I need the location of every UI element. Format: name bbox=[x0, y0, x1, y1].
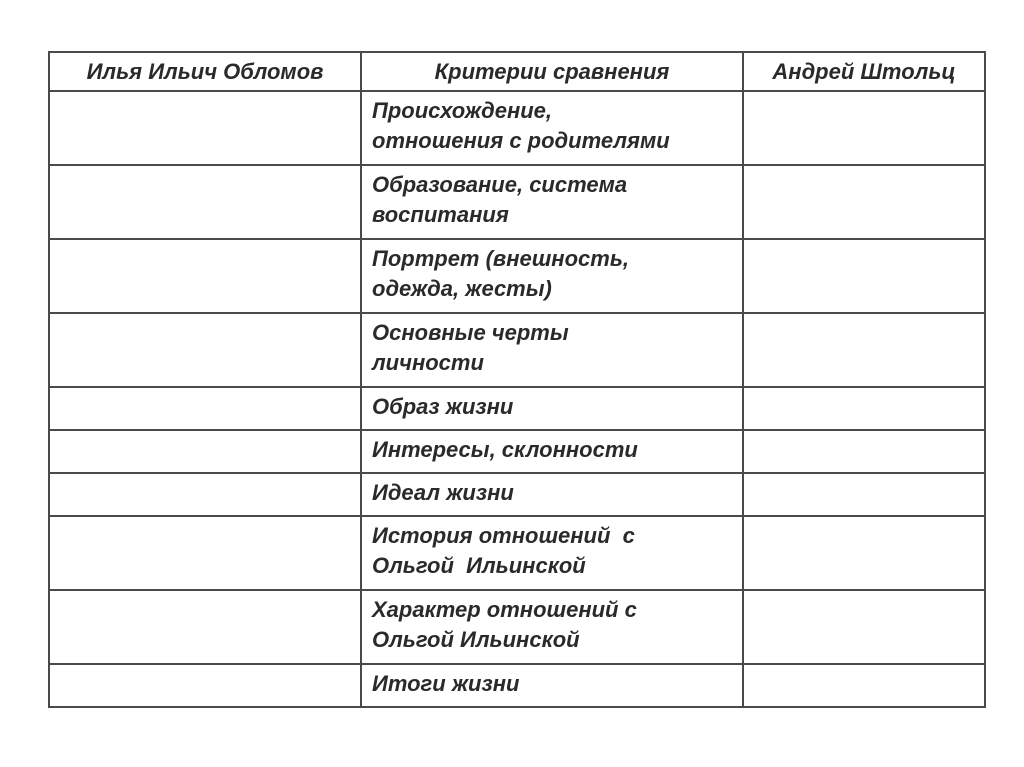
table-row bbox=[49, 473, 985, 516]
header-stolz: Андрей Штольц bbox=[743, 52, 985, 91]
oblomov-cell[interactable] bbox=[49, 91, 361, 165]
table-row bbox=[49, 590, 985, 664]
oblomov-cell[interactable] bbox=[49, 239, 361, 313]
criterion-line: одежда, жесты) bbox=[372, 276, 552, 301]
oblomov-cell[interactable] bbox=[49, 664, 361, 707]
criterion-cell bbox=[361, 313, 743, 387]
criterion-cell bbox=[361, 165, 743, 239]
criterion-cell bbox=[361, 664, 743, 707]
criterion-cell bbox=[361, 473, 743, 516]
oblomov-cell[interactable] bbox=[49, 387, 361, 430]
table-row bbox=[49, 430, 985, 473]
table-row bbox=[49, 239, 985, 313]
criterion-line: Ольгой Ильинской bbox=[372, 553, 586, 578]
criterion-cell bbox=[361, 590, 743, 664]
criterion-cell bbox=[361, 430, 743, 473]
header-row bbox=[49, 52, 985, 91]
criterion-line: Интересы, склонности bbox=[372, 437, 638, 462]
criterion-line: Происхождение, bbox=[372, 98, 553, 123]
criterion-line: Ольгой Ильинской bbox=[372, 627, 580, 652]
table-row bbox=[49, 91, 985, 165]
header-oblomov: Илья Ильич Обломов bbox=[49, 52, 361, 91]
stolz-cell[interactable] bbox=[743, 313, 985, 387]
criterion-line: отношения с родителями bbox=[372, 128, 670, 153]
criterion-line: личности bbox=[372, 350, 484, 375]
oblomov-cell[interactable] bbox=[49, 590, 361, 664]
criterion-cell bbox=[361, 387, 743, 430]
header-criteria: Критерии сравнения bbox=[361, 52, 743, 91]
oblomov-cell[interactable] bbox=[49, 165, 361, 239]
criterion-line: История отношений с bbox=[372, 523, 635, 548]
criterion-line: Образование, система bbox=[372, 172, 628, 197]
stolz-cell[interactable] bbox=[743, 387, 985, 430]
criterion-line: Итоги жизни bbox=[372, 671, 520, 696]
stolz-cell[interactable] bbox=[743, 590, 985, 664]
table-row bbox=[49, 313, 985, 387]
table-row bbox=[49, 516, 985, 590]
criterion-line: Идеал жизни bbox=[372, 480, 514, 505]
stolz-cell[interactable] bbox=[743, 239, 985, 313]
stolz-cell[interactable] bbox=[743, 91, 985, 165]
oblomov-cell[interactable] bbox=[49, 313, 361, 387]
criterion-line: Характер отношений с bbox=[372, 597, 637, 622]
stolz-cell[interactable] bbox=[743, 165, 985, 239]
stolz-cell[interactable] bbox=[743, 430, 985, 473]
criterion-line: Портрет (внешность, bbox=[372, 246, 630, 271]
table-row bbox=[49, 165, 985, 239]
criterion-line: воспитания bbox=[372, 202, 509, 227]
criterion-cell bbox=[361, 239, 743, 313]
table-row bbox=[49, 387, 985, 430]
criterion-cell bbox=[361, 91, 743, 165]
criterion-line: Образ жизни bbox=[372, 394, 514, 419]
stolz-cell[interactable] bbox=[743, 516, 985, 590]
comparison-table bbox=[48, 51, 986, 708]
table-row bbox=[49, 664, 985, 707]
criterion-cell bbox=[361, 516, 743, 590]
oblomov-cell[interactable] bbox=[49, 430, 361, 473]
stolz-cell[interactable] bbox=[743, 473, 985, 516]
criterion-line: Основные черты bbox=[372, 320, 569, 345]
oblomov-cell[interactable] bbox=[49, 473, 361, 516]
oblomov-cell[interactable] bbox=[49, 516, 361, 590]
stolz-cell[interactable] bbox=[743, 664, 985, 707]
